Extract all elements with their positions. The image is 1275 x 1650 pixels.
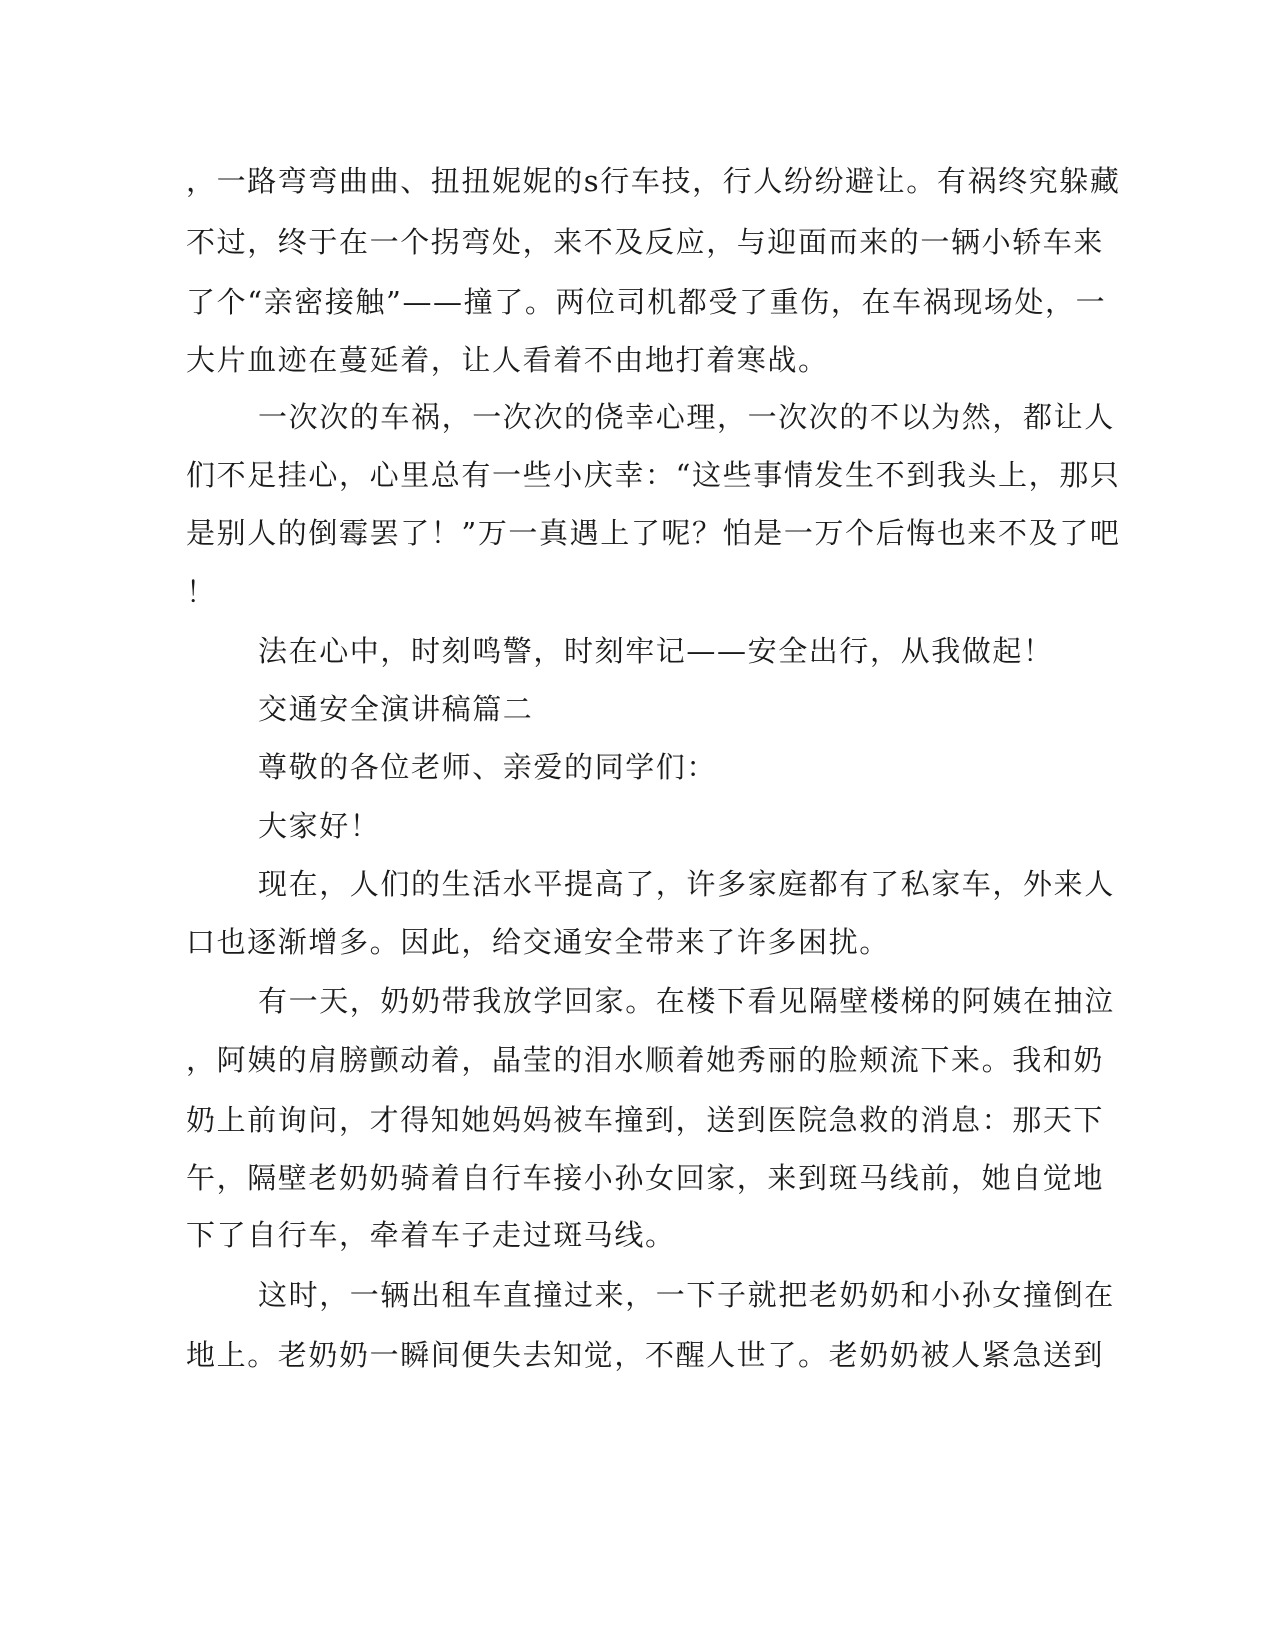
text-line: 是别人的倒霉罢了！”万一真遇上了呢？怕是一万个后悔也来不及了吧 [186, 516, 1121, 550]
section-heading: 交通安全演讲稿篇二 [258, 692, 534, 726]
salutation: 尊敬的各位老师、亲爱的同学们： [258, 750, 718, 784]
paragraph-first-line: 法在心中，时刻鸣警，时刻牢记——安全出行，从我做起！ [258, 634, 1054, 668]
text-line: 了个“亲密接触”——撞了。两位司机都受了重伤，在车祸现场处，一 [186, 285, 1107, 319]
text-line: ，一路弯弯曲曲、扭扭妮妮的s行车技，行人纷纷避让。有祸终究躲藏 [186, 164, 1121, 198]
text-line: 不过，终于在一个拐弯处，来不及反应，与迎面而来的一辆小轿车来 [186, 225, 1105, 259]
text-line: 下了自行车，牵着车子走过斑马线。 [186, 1218, 676, 1252]
text-line: 们不足挂心，心里总有一些小庆幸：“这些事情发生不到我头上，那只 [186, 458, 1121, 492]
paragraph-first-line: 有一天，奶奶带我放学回家。在楼下看见隔壁楼梯的阿姨在抽泣 [258, 984, 1115, 1018]
text-line: 奶上前询问，才得知她妈妈被车撞到，送到医院急救的消息：那天下 [186, 1103, 1105, 1137]
paragraph-first-line: 一次次的车祸，一次次的侥幸心理，一次次的不以为然，都让人 [258, 400, 1115, 434]
greeting: 大家好！ [258, 809, 381, 843]
paragraph-first-line: 这时，一辆出租车直撞过来，一下子就把老奶奶和小孙女撞倒在 [258, 1278, 1115, 1312]
text-line: 口也逐渐增多。因此，给交通安全带来了许多困扰。 [186, 925, 890, 959]
paragraph-first-line: 现在，人们的生活水平提高了，许多家庭都有了私家车，外来人 [258, 867, 1115, 901]
text-line: 地上。老奶奶一瞬间便失去知觉，不醒人世了。老奶奶被人紧急送到 [186, 1338, 1105, 1372]
text-line: 午，隔壁老奶奶骑着自行车接小孙女回家，来到斑马线前，她自觉地 [186, 1161, 1105, 1195]
text-line: ，阿姨的肩膀颤动着，晶莹的泪水顺着她秀丽的脸颊流下来。我和奶 [186, 1043, 1105, 1077]
text-line: ！ [186, 575, 217, 609]
text-line: 大片血迹在蔓延着，让人看着不由地打着寒战。 [186, 343, 829, 377]
